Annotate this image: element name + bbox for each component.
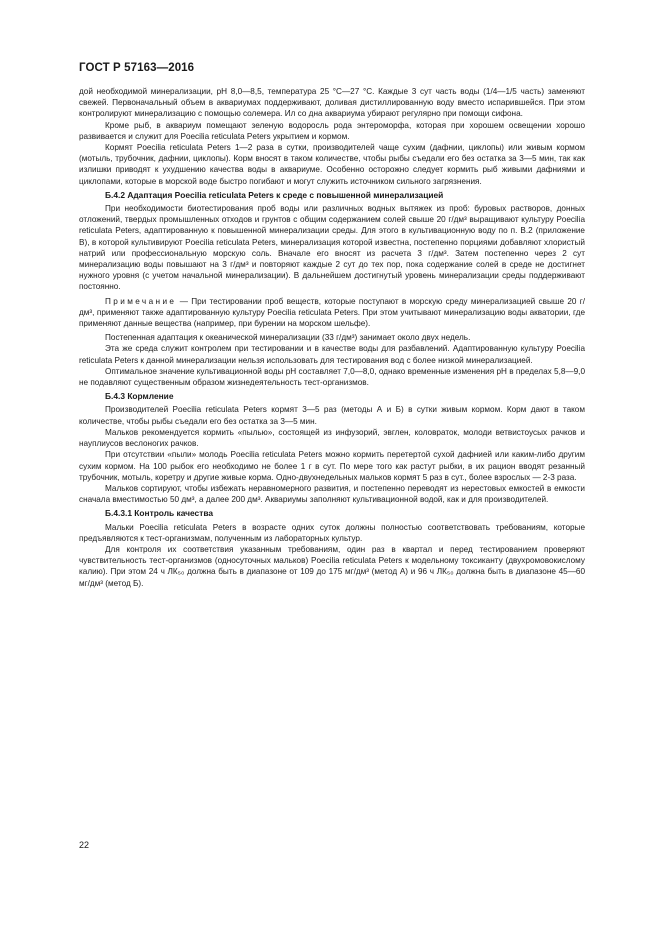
- section-heading-b43: Б.4.3 Кормление: [105, 391, 174, 402]
- paragraph: Постепенная адаптация к океанической минерализации (33 г/дм³) занимает около двух недель.: [105, 333, 471, 343]
- paragraph: При отсутствии «пыли» молодь Poecilia reticulata Peters можно кормить перетертой сухой дафнией или каким-либо другим сухим кормом. На 100 рыбок его необходимо не более 1 г в сут. По мере того как растут рыбки, в их рацион вводят резанный трубочник, мотыль, коретру и другие живые корма. Одно-двухнедельных мальков кормят 5 раз в сут., более взрослых — 2-3 раза.: [79, 450, 585, 482]
- document-body: [79, 86, 585, 589]
- paragraph: При необходимости биотестирования проб воды или различных водных вытяжек из проб: буровых растворов, донных отложений, твердых промышленных отходов и грунтов с общим содержанием солей свыше 20 г/дм³ выращивают культуру Poecilia reticulata Peters, адаптированную к повышенной минерализации среды. Для этого в культивационную воду по п. В.2 (приложение В), в которой культивируют Poecilia reticulata Peters, минерализация которой известна, постепенно порциями добавляют хлористый натрий или профессиональную морскую соль. Вначале его вносят из расчета 3 г/дм³. Затем постепенно через 2 сут минерализацию воды повышают на 3 г/дм³ и повторяют каждые 2 сут до тех пор, пока содержание солей в среде не достигнет нужного уровня (с учетом начальной минерализации). В дальнейшем достигнутый уровень минерализации среды поддерживают постоянно.: [79, 204, 585, 292]
- paragraph: Мальков рекомендуется кормить «пылью», состоящей из инфузорий, эвглен, коловраток, молоди ветвистоусых рачков и науплиусов веслоногих рачков.: [79, 427, 585, 449]
- paragraph: Эта же среда служит контролем при тестировании и в качестве воды для разбавлений. Адаптированную культуру Poecilia reticulata Peters к данной минерализации нельзя использовать для тестирования вод с более низкой минерализацией.: [79, 344, 585, 365]
- paragraph: Кроме рыб, в аквариум помещают зеленую водоросль рода энтероморфа, которая при хорошем освещении хорошо развивается и служит для Poecilia reticulata Peters укрытием и кормом.: [79, 120, 585, 141]
- paragraph: Кормят Poecilia reticulata Peters 1—2 раза в сутки, производителей чаще сухим (дафнии, циклопы) или живым кормом (мотыль, трубочник, дафнии, циклопы). Корм вносят в таком количестве, чтобы рыбы съедали его без остатка за 3—5 мин, так как излишки приводят к ухудшению качества воды в аквариуме. Особенно осторожно следует кормить рыб живыми дафниями и циклопами, которые в морской воде быстро погибают и могут служить источником сильного загрязнения.: [79, 143, 585, 186]
- note: [79, 296, 585, 330]
- document-header: ГОСТ Р 57163—2016: [79, 62, 195, 74]
- section-heading-b431: Б.4.3.1 Контроль качества: [105, 508, 214, 519]
- paragraph: Производителей Poecilia reticulata Peters кормят 3—5 раз (методы А и Б) в сутки живым кормом. Корм дают в таком количестве, чтобы рыбы съедали его без остатка за 3—5 мин.: [79, 405, 585, 426]
- paragraph: Для контроля их соответствия указанным требованиям, один раз в квартал и перед тестированием проверяют чувствительность тест-организмов (односуточных мальков) Poecilia reticulata Peters к модельному токсиканту (двухромовокислому калию). При этом 24 ч ЛК₅₀ должна быть в диапазоне от 109 до 175 мг/дм³ (метод А) и 96 ч ЛК₅₀ должна быть в диапазоне 45—60 мг/дм³ (метод Б).: [79, 544, 585, 588]
- paragraph: Мальки Poecilia reticulata Peters в возрасте одних суток должны полностью соответствовать требованиям, которые предъявляются к тест-организмам, полученным из лабораторных культур.: [79, 522, 585, 543]
- paragraph: Оптимальное значение культивационной воды pH составляет 7,0—8,0, однако временные изменения pH в пределах 5,8—9,0 не подавляют существенным образом жизнедеятельность тест-организмов.: [79, 366, 585, 388]
- note-label: Примечание: [105, 296, 177, 306]
- paragraph: Мальков сортируют, чтобы избежать неравномерного развития, и постепенно переводят из нерестовых емкостей в емкости сначала вместимостью 50 дм³, а далее 200 дм³. Аквариумы заполняют культивационной водой, как и для производителей.: [79, 483, 585, 505]
- page-number: 22: [79, 840, 90, 850]
- section-heading-b42: Б.4.2 Адаптация Poecilia reticulata Peters к среде с повышенной минерализацией: [105, 189, 444, 200]
- note-text: — При тестировании проб веществ, которые поступают в морскую среду минерализацией свыше 20 г/дм³, применяют также адаптированную культуру Poecilia reticulata Peters. При этом учитывают минерализацию воды акватории, где применяют данные вещества (например, при бурении на морском шельфе).: [79, 296, 585, 329]
- paragraph: дой необходимой минерализации, pH 8,0—8,5, температура 25 °С—27 °С. Каждые 3 сут часть воды (1/4—1/5 часть) заменяют свежей. Первоначальный объем в аквариумах поддерживают, доливая дистиллированную воду вместо испарившейся. При этом контролируют минерализацию с помощью солемера. Ил со дна аквариума убирают регулярно при помощи сифона.: [79, 87, 585, 119]
